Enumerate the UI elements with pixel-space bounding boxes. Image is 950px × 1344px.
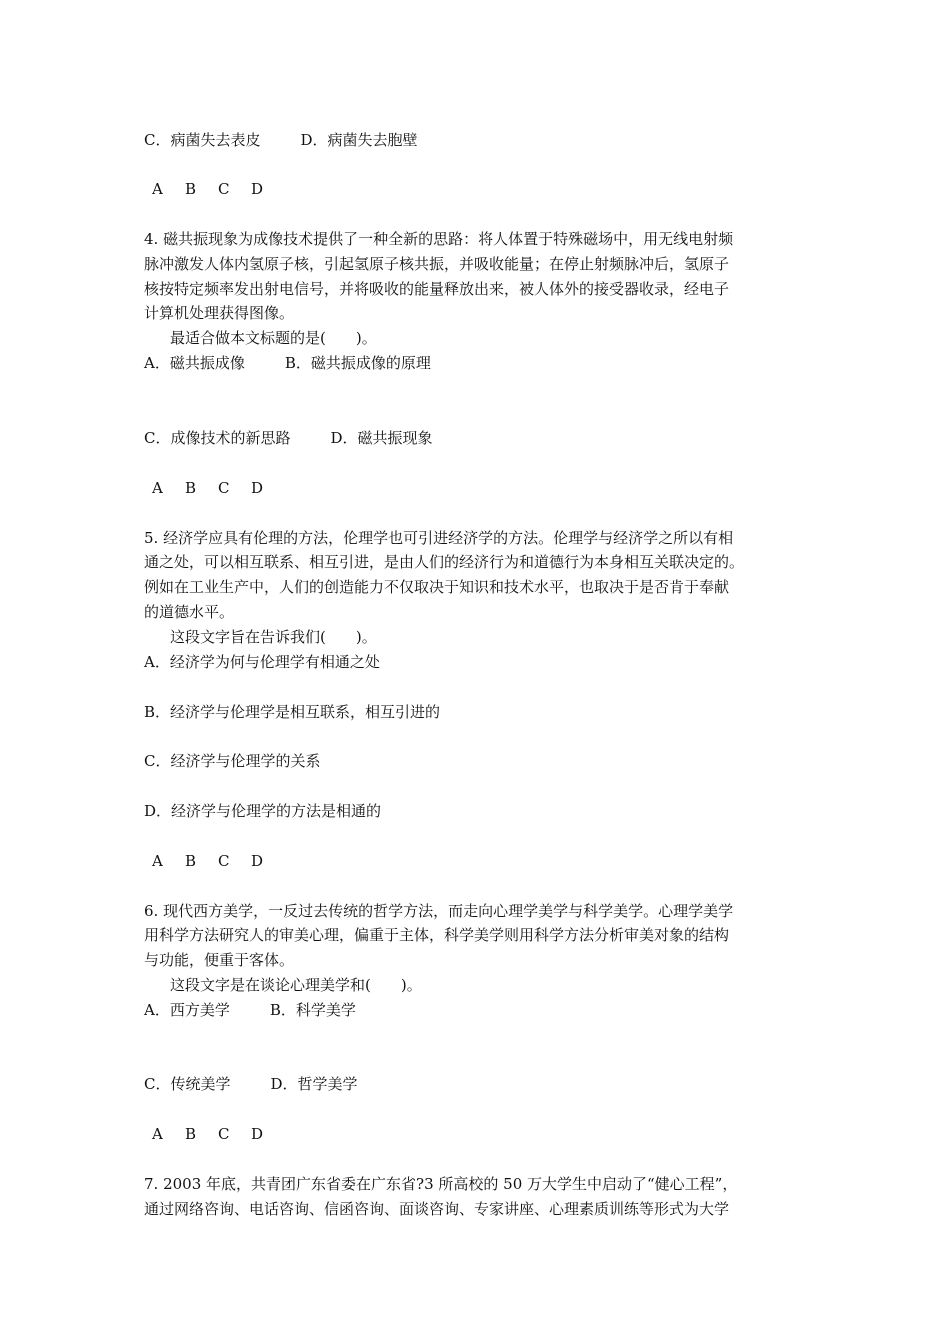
- q6-options-cd: [144, 1073, 358, 1095]
- q4-text-line-2: 脉冲激发人体内氢原子核，引起氢原子核共振，并吸收能量；在停止射频脉冲后，氢原子: [144, 255, 730, 273]
- q4-option-d: D．磁共振现象: [330, 429, 433, 447]
- q4-prompt: 最适合做本文标题的是( )。: [170, 329, 377, 347]
- q4-option-c: C．成像技术的新思路: [144, 429, 291, 447]
- q5-text-line-3: 例如在工业生产中，人们的创造能力不仅取决于知识和技术水平，也取决于是否肯于奉献: [144, 578, 730, 596]
- q5-answer-a[interactable]: A: [152, 852, 163, 870]
- q7-text-line-1: 7. 2003 年底，共青团广东省委在广东省?3 所高校的 50 万大学生中启动了“健心工程”，: [144, 1175, 738, 1193]
- q3-option-c: C．病菌失去表皮: [144, 131, 261, 149]
- q4-options-cd: [144, 427, 433, 449]
- q5-option-c: C．经济学与伦理学的关系: [144, 752, 321, 770]
- q4-answer-c[interactable]: C: [218, 479, 230, 497]
- q4-answer-b[interactable]: B: [185, 479, 197, 497]
- q6-text-line-2: 用科学方法研究人的审美心理，偏重于主体，科学美学则用科学方法分析审美对象的结构: [144, 926, 730, 944]
- q3-answer-c[interactable]: C: [218, 180, 230, 198]
- q6-option-b: B．科学美学: [269, 1001, 356, 1019]
- q4-text-line-1: 4. 磁共振现象为成像技术提供了一种全新的思路：将人体置于特殊磁场中，用无线电射频: [144, 230, 734, 248]
- q4-text-line-3: 核按特定频率发出射电信号，并将吸收的能量释放出来，被人体外的接受器收录，经电子: [144, 280, 730, 298]
- q6-answer-d[interactable]: D: [251, 1125, 264, 1143]
- q3-option-d: D．病菌失去胞壁: [300, 131, 418, 149]
- q6-answer-c[interactable]: C: [218, 1125, 230, 1143]
- q5-text-line-2: 通之处，可以相互联系、相互引进，是由人们的经济行为和道德行为本身相互关联决定的。: [144, 553, 745, 571]
- q6-prompt: 这段文字是在谈论心理美学和( )。: [170, 976, 422, 994]
- q3-answer-choices: [152, 178, 284, 200]
- q6-options-ab: [144, 999, 356, 1021]
- q6-option-a: A．西方美学: [144, 1001, 230, 1019]
- q6-text-line-3: 与功能，便重于客体。: [144, 951, 295, 969]
- q5-answer-choices: [152, 850, 284, 872]
- q4-option-b: B．磁共振成像的原理: [284, 354, 431, 372]
- q4-options-ab: [144, 352, 431, 374]
- q6-option-c: C．传统美学: [144, 1075, 231, 1093]
- q3-answer-a[interactable]: A: [152, 180, 163, 198]
- q6-answer-a[interactable]: A: [152, 1125, 163, 1143]
- q3-answer-d[interactable]: D: [251, 180, 264, 198]
- q5-prompt: 这段文字旨在告诉我们( )。: [170, 628, 377, 646]
- q6-option-d: D．哲学美学: [270, 1075, 358, 1093]
- q3-options-cd: [144, 129, 418, 151]
- q5-answer-b[interactable]: B: [185, 852, 197, 870]
- q7-text-line-2: 通过网络咨询、电话咨询、信函咨询、面谈咨询、专家讲座、心理素质训练等形式为大学: [144, 1200, 730, 1218]
- q5-text-line-1: 5. 经济学应具有伦理的方法，伦理学也可引进经济学的方法。伦理学与经济学之所以有相: [144, 529, 734, 547]
- q4-answer-a[interactable]: A: [152, 479, 163, 497]
- q5-option-d: D．经济学与伦理学的方法是相通的: [144, 802, 382, 820]
- q3-answer-b[interactable]: B: [185, 180, 197, 198]
- q5-option-a: A．经济学为何与伦理学有相通之处: [144, 653, 380, 671]
- q5-option-b: B．经济学与伦理学是相互联系，相互引进的: [144, 703, 441, 721]
- q6-answer-b[interactable]: B: [185, 1125, 197, 1143]
- q4-text-line-4: 计算机处理获得图像。: [144, 304, 295, 322]
- q4-answer-d[interactable]: D: [251, 479, 264, 497]
- q4-answer-choices: [152, 477, 284, 499]
- q5-answer-d[interactable]: D: [251, 852, 264, 870]
- q4-option-a: A．磁共振成像: [144, 354, 245, 372]
- q5-text-line-4: 的道德水平。: [144, 603, 235, 621]
- q6-answer-choices: [152, 1123, 284, 1145]
- q5-answer-c[interactable]: C: [218, 852, 230, 870]
- q6-text-line-1: 6. 现代西方美学，一反过去传统的哲学方法，而走向心理学美学与科学美学。心理学美学: [144, 902, 734, 920]
